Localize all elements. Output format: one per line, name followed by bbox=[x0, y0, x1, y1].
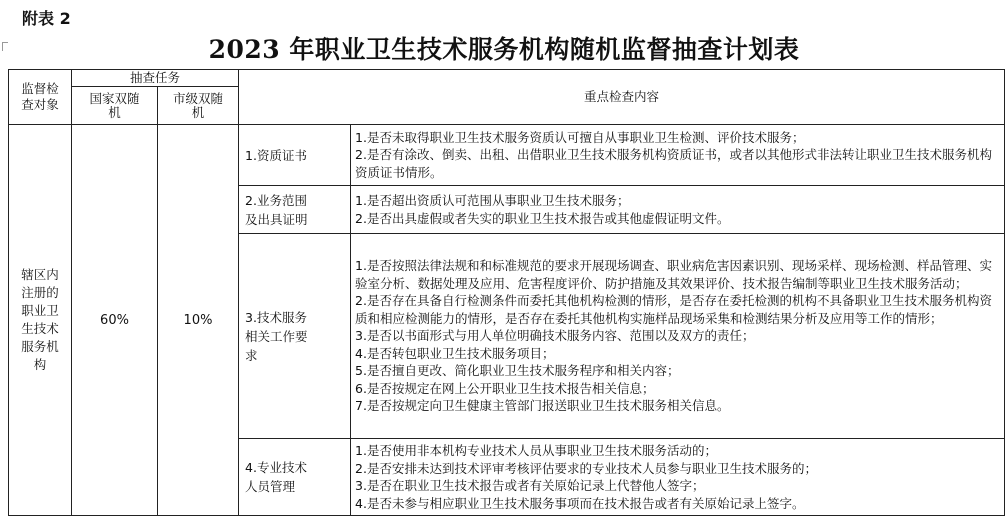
check-item: 2.是否安排未达到技术评审考核评估要求的专业技术人员参与职业卫生技术服务的； bbox=[355, 460, 817, 476]
check-item: 4.是否转包职业卫生技术服务项目； bbox=[355, 345, 555, 361]
check-item: 5.是否擅自更改、简化职业卫生技术服务程序和相关内容； bbox=[355, 363, 680, 379]
section-content-3 bbox=[351, 234, 1005, 439]
header-city bbox=[158, 87, 239, 125]
header-task: 抽查任务 bbox=[72, 70, 239, 87]
check-item: 4.是否未参与相应职业卫生技术服务事项而在技术报告或者有关原始记录上签字。 bbox=[355, 495, 805, 511]
check-item: 3.是否在职业卫生技术报告或者有关原始记录上代替他人签字； bbox=[355, 478, 705, 493]
header-national-text: 国家双随 机 bbox=[89, 90, 140, 120]
header-object-text: 监督检 查对象 bbox=[21, 81, 59, 112]
check-item: 2.是否出具虚假或者失实的职业卫生技术报告或其他虚假证明文件。 bbox=[355, 210, 730, 226]
check-item: 7.是否按规定向卫生健康主管部门报送职业卫生技术服务相关信息。 bbox=[355, 398, 730, 414]
appendix-label: 附表 2 bbox=[22, 9, 71, 28]
section-label-4 bbox=[239, 439, 351, 516]
check-item: 1.是否未取得职业卫生技术服务资质认可擅自从事职业卫生检测、评价技术服务； bbox=[355, 129, 805, 145]
header-content: 重点检查内容 bbox=[239, 70, 1005, 125]
section-row-1 bbox=[9, 125, 1005, 186]
section-label-3 bbox=[239, 234, 351, 439]
section-label-4-text: 4.专业技术 人员管理 bbox=[245, 460, 307, 494]
section-content-2 bbox=[351, 186, 1005, 234]
section-content-4 bbox=[351, 439, 1005, 516]
check-item: 1.是否使用非本机构专业技术人员从事职业卫生技术服务活动的； bbox=[355, 443, 717, 458]
check-item: 2.是否存在具备自行检测条件而委托其他机构检测的情形，是否存在委托检测的机构不具备职业卫生技术服务机构资质和相应检测能力的情形，是否存在委托其他机构实施样品现场采集和检测结果分析及应用等工作的情形； bbox=[355, 293, 992, 326]
inspection-object-text: 辖区内 注册的 职业卫 生技术 服务机 构 bbox=[21, 267, 59, 372]
check-item: 6.是否按规定在网上公开职业卫生技术报告相关信息； bbox=[355, 380, 655, 396]
section-label-3-text: 3.技术服务 相关工作要 求 bbox=[245, 309, 308, 363]
check-item: 1.是否超出资质认可范围从事职业卫生技术服务； bbox=[355, 193, 630, 208]
section-label-1 bbox=[239, 125, 351, 186]
plan-table bbox=[8, 69, 1005, 516]
header-object bbox=[9, 70, 72, 125]
page-title: 2023 年职业卫生技术服务机构随机监督抽查计划表 bbox=[208, 35, 800, 64]
national-rate: 60% bbox=[72, 125, 158, 516]
city-rate: 10% bbox=[158, 125, 239, 516]
section-label-2 bbox=[239, 186, 351, 234]
header-national bbox=[72, 87, 158, 125]
inspection-object bbox=[9, 125, 72, 516]
section-content-1 bbox=[351, 125, 1005, 186]
check-item: 1.是否按照法律法规和和标准规范的要求开展现场调查、职业病危害因素识别、现场采样、现场检测、样品管理、实验室分析、数据处理及应用、危害程度评价、防护措施及其效果评价、技术报告编制等职业卫生技术服务活动； bbox=[355, 258, 992, 291]
check-item: 2.是否有涂改、倒卖、出租、出借职业卫生技术服务机构资质证书，或者以其他形式非法转让职业卫生技术服务机构资质证书情形。 bbox=[355, 147, 992, 180]
section-label-1-text: 1.资质证书 bbox=[245, 147, 307, 163]
section-label-2-text: 2.业务范围 及出具证明 bbox=[245, 192, 308, 227]
header-city-text: 市级双随 机 bbox=[173, 90, 224, 120]
check-item: 3.是否以书面形式与用人单位明确技术服务内容、范围以及双方的责任； bbox=[355, 328, 755, 344]
header-row-1 bbox=[9, 70, 1005, 87]
